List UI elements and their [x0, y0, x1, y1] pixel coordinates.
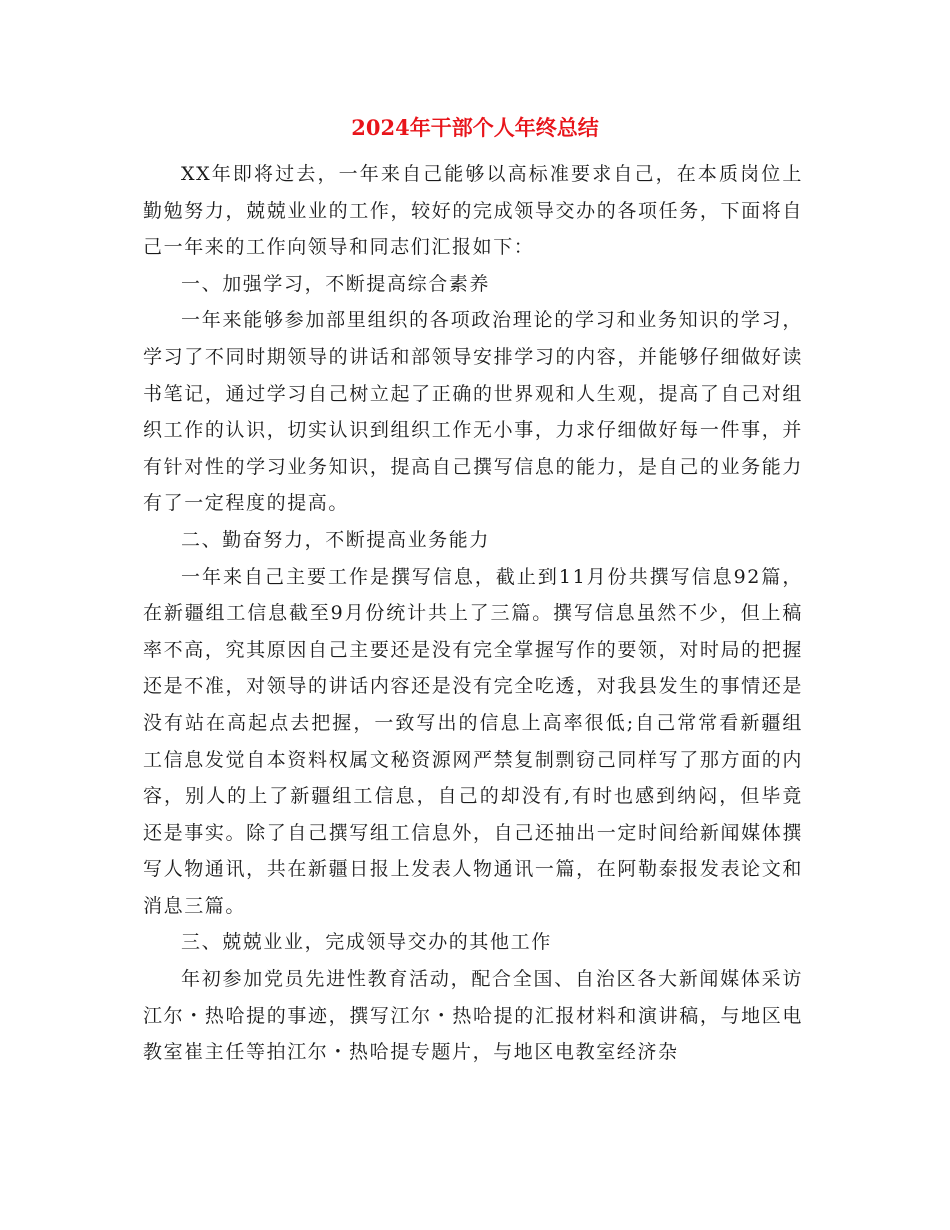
- section-heading-2: 二、勤奋努力，不断提高业务能力: [181, 528, 491, 551]
- document-title: 2024年干部个人年终总结: [351, 115, 599, 140]
- section-heading-1: 一、加强学习，不断提高综合素养: [181, 272, 491, 295]
- section-3-paragraph: 年初参加党员先进性教育活动，配合全国、自治区各大新闻媒体采访江尔・热哈提的事迹，撰写江尔・热哈提的汇报材料和演讲稿，与地区电教室崔主任等拍江尔・热哈提专题片，与地区电教室经济杂: [143, 968, 803, 1064]
- intro-paragraph: XX年即将过去，一年来自己能够以高标准要求自己，在本质岗位上勤勉努力，兢兢业业的工作，较好的完成领导交办的各项任务，下面将自己一年来的工作向领导和同志们汇报如下：: [143, 163, 803, 259]
- section-heading-3: 三、兢兢业业，完成领导交办的其他工作: [181, 931, 552, 954]
- section-2-paragraph: 一年来自己主要工作是撰写信息，截止到11月份共撰写信息92篇，在新疆组工信息截至9月份统计共上了三篇。撰写信息虽然不少，但上稿率不高，究其原因自己主要还是没有完全掌握写作的要领，对时局的把握还是不准，对领导的讲话内容还是没有完全吃透，对我县发生的事情还是没有站在高起点去把握，一致写出的信息上高率很低;自己常常看新疆组工信息发觉自本资料权属文秘资源网严禁复制剽窃己同样写了那方面的内容，别人的上了新疆组工信息，自己的却没有,有时也感到纳闷，但毕竟还是事实。除了自己撰写组工信息外，自己还抽出一定时间给新闻媒体撰写人物通讯，共在新疆日报上发表人物通讯一篇，在阿勒泰报发表论文和消息三篇。: [143, 565, 803, 917]
- document-body: [143, 156, 803, 1071]
- section-1-paragraph: 一年来能够参加部里组织的各项政治理论的学习和业务知识的学习，学习了不同时期领导的讲话和部领导安排学习的内容，并能够仔细做好读书笔记，通过学习自己树立起了正确的世界观和人生观，提高了自己对组织工作的认识，切实认识到组织工作无小事，力求仔细做好每一件事，并有针对性的学习业务知识，提高自己撰写信息的能力，是自己的业务能力有了一定程度的提高。: [143, 309, 803, 515]
